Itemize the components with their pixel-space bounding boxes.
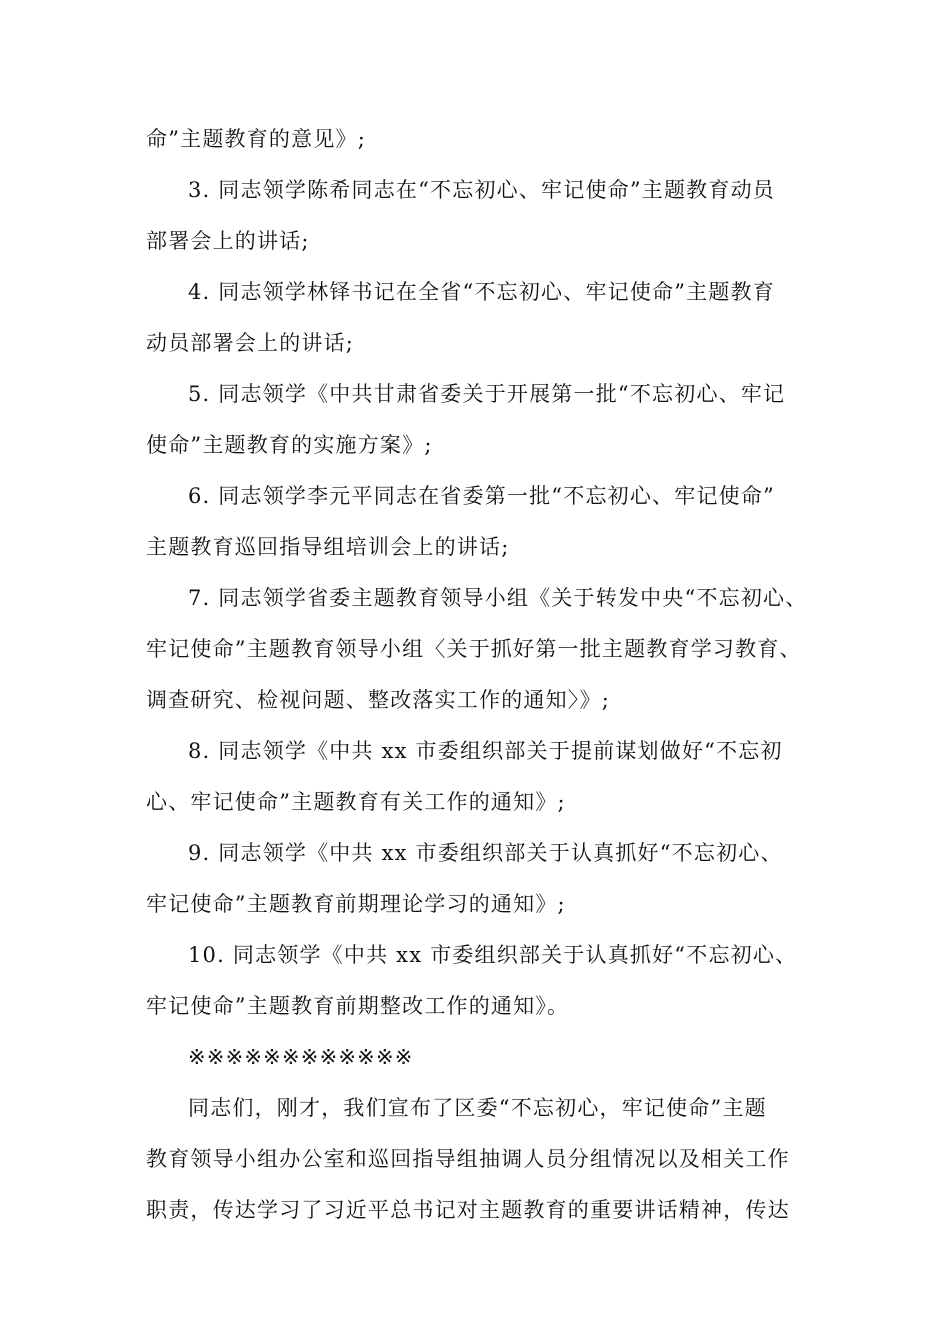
text-line: 使命”主题教育的实施方案》; <box>146 433 433 457</box>
list-item-4: 4. 同志领学林铎书记在全省“不忘初心、牢记使命”主题教育 <box>188 280 775 304</box>
text-line: 牢记使命”主题教育领导小组〈关于抓好第一批主题教育学习教育、 <box>146 637 802 661</box>
text-line: 教育领导小组办公室和巡回指导组抽调人员分组情况以及相关工作 <box>146 1147 790 1171</box>
text-line: 主题教育巡回指导组培训会上的讲话; <box>146 535 510 559</box>
text-line: 部署会上的讲话; <box>146 229 310 253</box>
paragraph-start: 同志们，刚才，我们宣布了区委“不忘初心，牢记使命”主题 <box>188 1096 767 1120</box>
list-item-3: 3. 同志领学陈希同志在“不忘初心、牢记使命”主题教育动员 <box>188 178 775 202</box>
list-item-5: 5. 同志领学《中共甘肃省委关于开展第一批“不忘初心、牢记 <box>188 382 786 406</box>
text-line: 牢记使命”主题教育前期整改工作的通知》。 <box>146 994 570 1018</box>
text-line: 命”主题教育的意见》; <box>146 127 367 151</box>
list-item-8: 8. 同志领学《中共 xx 市委组织部关于提前谋划做好“不忘初 <box>188 739 783 763</box>
list-item-6: 6. 同志领学李元平同志在省委第一批“不忘初心、牢记使命” <box>188 484 775 508</box>
section-divider: ※※※※※※※※※※※※ <box>188 1045 414 1069</box>
list-item-7: 7. 同志领学省委主题教育领导小组《关于转发中央“不忘初心、 <box>188 586 808 610</box>
text-line: 牢记使命”主题教育前期理论学习的通知》; <box>146 892 566 916</box>
text-line: 职责，传达学习了习近平总书记对主题教育的重要讲话精神，传达 <box>146 1198 790 1222</box>
list-item-10: 10. 同志领学《中共 xx 市委组织部关于认真抓好“不忘初心、 <box>188 943 798 967</box>
text-line: 心、牢记使命”主题教育有关工作的通知》; <box>146 790 566 814</box>
text-line: 调查研究、检视问题、整改落实工作的通知〉》; <box>146 688 610 712</box>
list-item-9: 9. 同志领学《中共 xx 市委组织部关于认真抓好“不忘初心、 <box>188 841 783 865</box>
text-line: 动员部署会上的讲话; <box>146 331 355 355</box>
